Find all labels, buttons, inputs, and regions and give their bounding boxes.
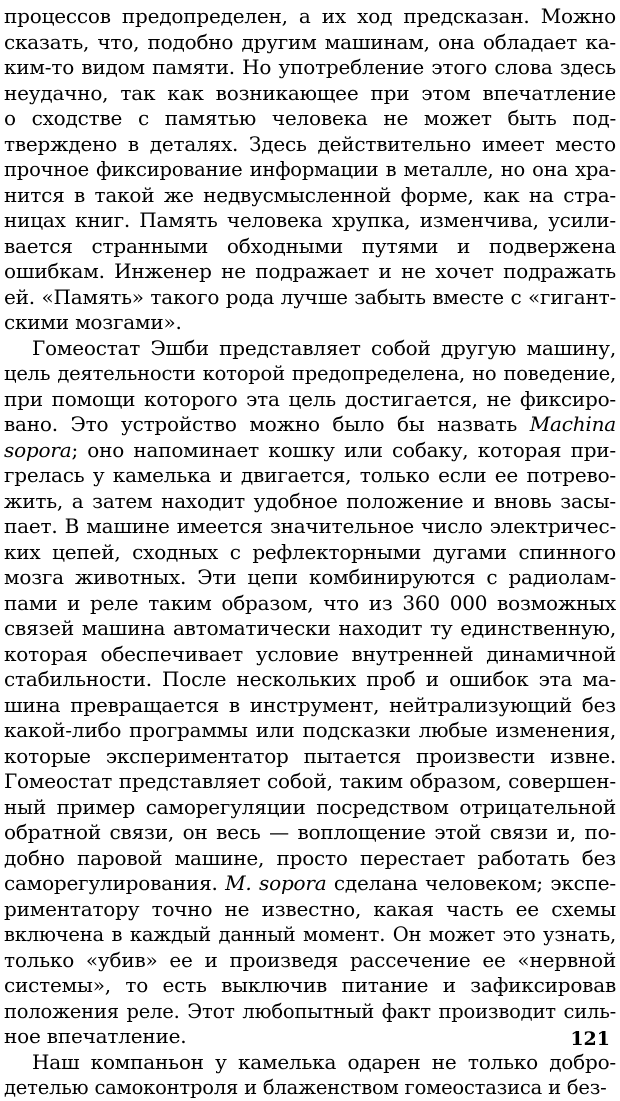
text-line: sopora; оно напоминает кошку или собаку, которая при- (4, 437, 616, 462)
text-line: вается странными обходными путями и подвержена (4, 233, 616, 258)
text-line: ошибкам. Инженер не подражает и не хочет подражать (4, 259, 616, 283)
paragraph (4, 4, 616, 336)
text-line: которые экспериментатор пытается произвести извне. (4, 743, 616, 768)
text-line: саморегулирования. M. sopora сделана человеком; экспе- (4, 871, 616, 895)
text-line: добно паровой машине, просто перестает работать без (4, 845, 616, 870)
text-line: грелась у камелька и двигается, только если ее потрево- (4, 463, 616, 487)
text-line: сказать, что, подобно другим машинам, она обладает ка- (4, 29, 616, 54)
text-line: риментатору точно не известно, какая часть ее схемы (4, 896, 616, 921)
body-text (4, 4, 616, 1101)
text-line: пами и реле таким образом, что из 360 000 возможных (4, 590, 616, 615)
text-line: неудачно, так как возникающее при этом впечатление (4, 80, 616, 105)
paragraph (4, 1050, 616, 1101)
text-line: прочное фиксирование информации в металле, но она хра- (4, 158, 616, 181)
text-line: Наш компаньон у камелька одарен не только добро- (32, 1049, 616, 1074)
text-line: ное впечатление. (4, 1024, 187, 1048)
text-line: тверждено в деталях. Здесь действительно имеет место (4, 131, 616, 156)
text-line: пает. В машине имеется значительное число электричес- (4, 514, 616, 538)
paragraph (4, 336, 616, 1050)
text-line: цель деятельности которой предопределена, но поведение, (4, 362, 616, 385)
text-line: Гомеостат Эшби представляет собой другую машину, (32, 335, 616, 360)
text-line: детелью самоконтроля и блаженством гомеостазиса и без- (4, 1076, 607, 1099)
text-line: какой-либо программы или подсказки любые изменения, (4, 718, 616, 742)
text-line: ей. «Память» такого рода лучше забыть вместе с «гигант- (4, 284, 616, 309)
text-line: шина превращается в инструмент, нейтрализующий без (4, 692, 616, 717)
text-line: Гомеостат представляет собой, таким образом, совершен- (4, 769, 616, 793)
text-line: положения реле. Этот любопытный факт производит силь- (4, 999, 616, 1023)
text-line: процессов предопределен, а их ход предсказан. Можно (4, 4, 616, 28)
text-line: ный пример саморегуляции посредством отрицательной (4, 794, 616, 819)
text-line: включена в каждый данный момент. Он может это узнать, (4, 923, 616, 946)
text-line: системы», то есть выключив питание и зафиксировав (4, 973, 616, 997)
text-line: мозга животных. Эти цепи комбинируются с радиолам- (4, 565, 616, 589)
text-line: ких цепей, сходных с рефлекторными дугами спинного (4, 539, 616, 564)
text-line: которая обеспечивает условие внутренней динамичной (4, 641, 616, 666)
text-line: стабильности. После нескольких проб и ошибок эта ма- (4, 667, 616, 691)
text-line: скими мозгами». (4, 310, 182, 334)
text-line: жить, а затем находит удобное положение и вновь засы- (4, 488, 616, 513)
text-line: о сходстве с памятью человека не может быть под- (4, 106, 616, 130)
text-line: вано. Это устройство можно было бы назвать Machina (4, 412, 616, 436)
text-line: только «убив» ее и произведя рассечение ее «нервной (4, 947, 616, 972)
text-line: нится в такой же недвусмысленной форме, как на стра- (4, 182, 616, 207)
text-line: ницах книг. Память человека хрупка, изменчива, усили- (4, 208, 616, 232)
text-line: ким-то видом памяти. Но употребление этого слова здесь (4, 55, 616, 79)
text-line: при помощи которого эта цель достигается, не фиксиро- (4, 386, 616, 411)
text-line: связей машина автоматически находит ту единственную, (4, 616, 616, 640)
page-number: 121 (570, 1028, 610, 1050)
text-line: обратной связи, он весь — воплощение этой связи и, по- (4, 820, 616, 844)
book-page (4, 0, 616, 1099)
